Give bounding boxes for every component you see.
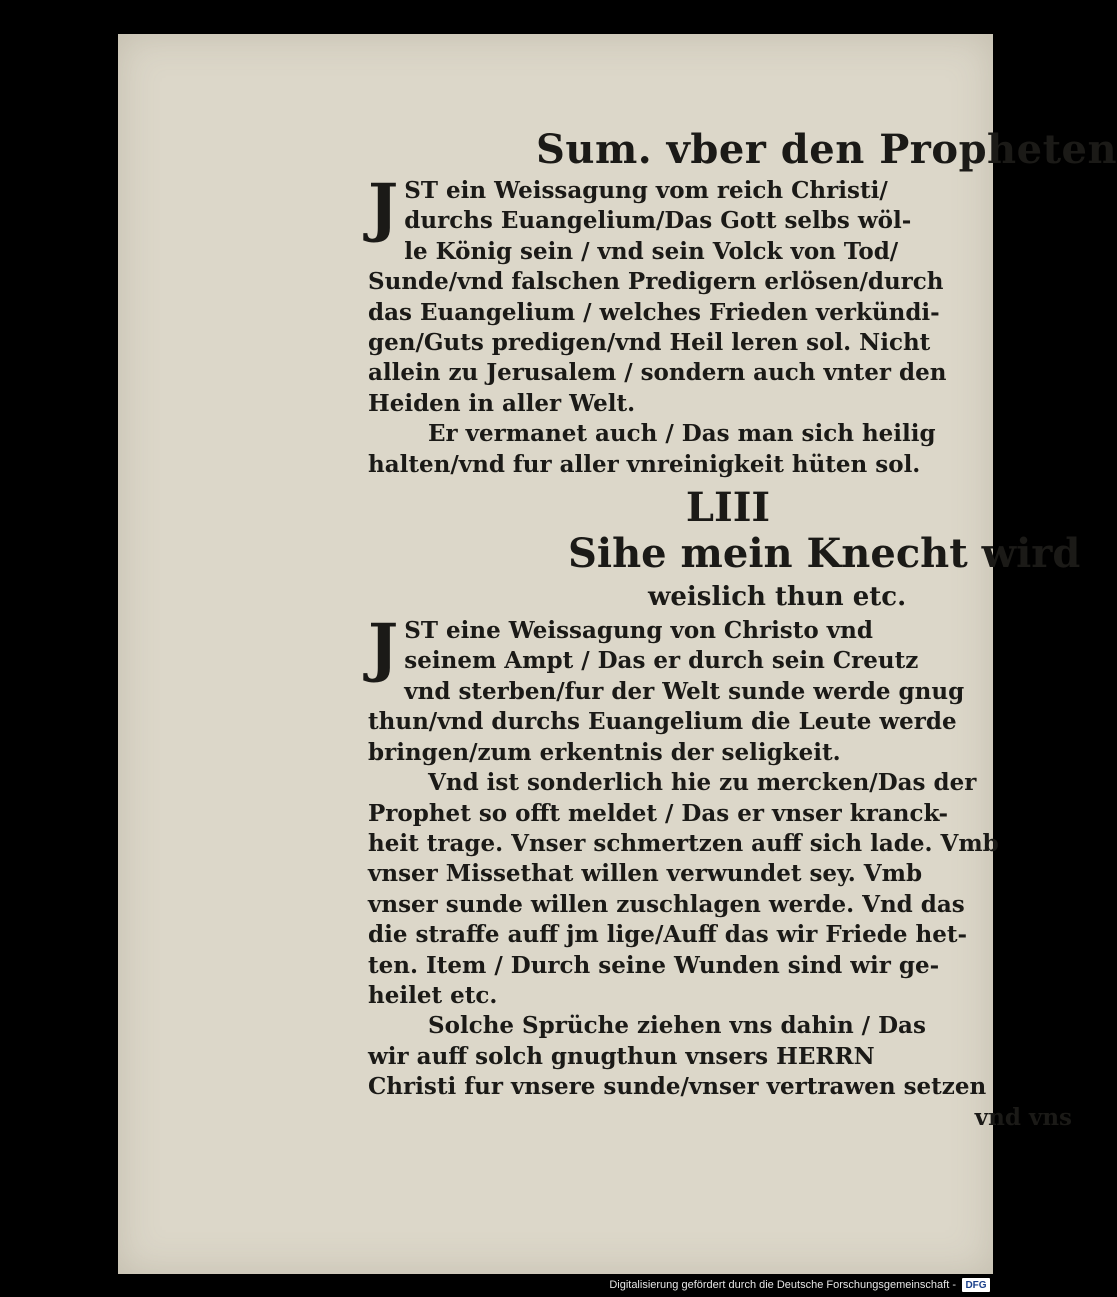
funding-footer: [609, 1276, 990, 1294]
text-line: die straffe auff jm lige/Auff das wir Friede het-: [368, 921, 968, 949]
text-line: Heiden in aller Welt.: [368, 389, 636, 417]
text-line: heit trage. Vnser schmertzen auff sich lade. Vmb: [368, 829, 999, 857]
page-title: Sum. vber den Propheten: [536, 126, 1117, 173]
text-line: thun/vnd durchs Euangelium die Leute werde: [368, 708, 957, 736]
funding-text: Digitalisierung gefördert durch die Deutsche Forschungsgemeinschaft -: [609, 1279, 956, 1291]
chapter-heading: Sihe mein Knecht wird: [568, 530, 1081, 578]
text-line: heilet etc.: [368, 981, 498, 1009]
section-2: [368, 610, 1080, 1103]
text-line: Solche Sprüche ziehen vns dahin / Das: [428, 1012, 926, 1040]
text-line: Vnd ist sonderlich hie zu mercken/Das der: [428, 769, 977, 797]
text-line: vnd sterben/fur der Welt sunde werde gnug: [404, 677, 965, 705]
section-1: [368, 170, 1080, 480]
catchword: vnd vns: [974, 1103, 1072, 1131]
chapter-subheading: weislich thun etc.: [648, 582, 907, 613]
text-line: seinem Ampt / Das er durch sein Creutz: [404, 647, 919, 675]
text-line: ST eine Weissagung von Christo vnd: [404, 617, 873, 645]
text-line: wir auff solch gnugthun vnsers HERRN: [368, 1042, 875, 1070]
page-text: [368, 124, 1117, 1133]
book-page: [118, 34, 1117, 1274]
dfg-logo-icon[interactable]: DFG: [962, 1278, 990, 1292]
text-line: vnser sunde willen zuschlagen werde. Vnd das: [368, 890, 965, 918]
text-line: bringen/zum erkentnis der seligkeit.: [368, 738, 841, 766]
text-line: durchs Euangelium/Das Gott selbs wöl-: [404, 207, 912, 235]
text-line: Er vermanet auch / Das man sich heilig: [428, 420, 936, 448]
text-line: ten. Item / Durch seine Wunden sind wir ge-: [368, 951, 940, 979]
text-line: Christi fur vnsere sunde/vnser vertrawen setzen: [368, 1073, 987, 1101]
drop-initial-2: J: [368, 610, 399, 686]
text-line: Prophet so offt meldet / Das er vnser kranck-: [368, 799, 949, 827]
text-line: allein zu Jerusalem / sondern auch vnter den: [368, 359, 947, 387]
text-line: ST ein Weissagung vom reich Christi/: [404, 177, 888, 204]
text-line: le König sein / vnd sein Volck von Tod/: [404, 237, 899, 265]
text-line: halten/vnd fur aller vnreinigkeit hüten sol.: [368, 450, 921, 478]
text-line: gen/Guts predigen/vnd Heil leren sol. Nicht: [368, 329, 931, 357]
text-line: das Euangelium / welches Frieden verkündi-: [368, 298, 940, 326]
text-line: Sunde/vnd falschen Predigern erlösen/durch: [368, 268, 944, 296]
drop-initial-1: J: [368, 170, 399, 245]
text-line: vnser Missethat willen verwundet sey. Vmb: [368, 860, 923, 888]
chapter-number: LIII: [685, 484, 771, 532]
